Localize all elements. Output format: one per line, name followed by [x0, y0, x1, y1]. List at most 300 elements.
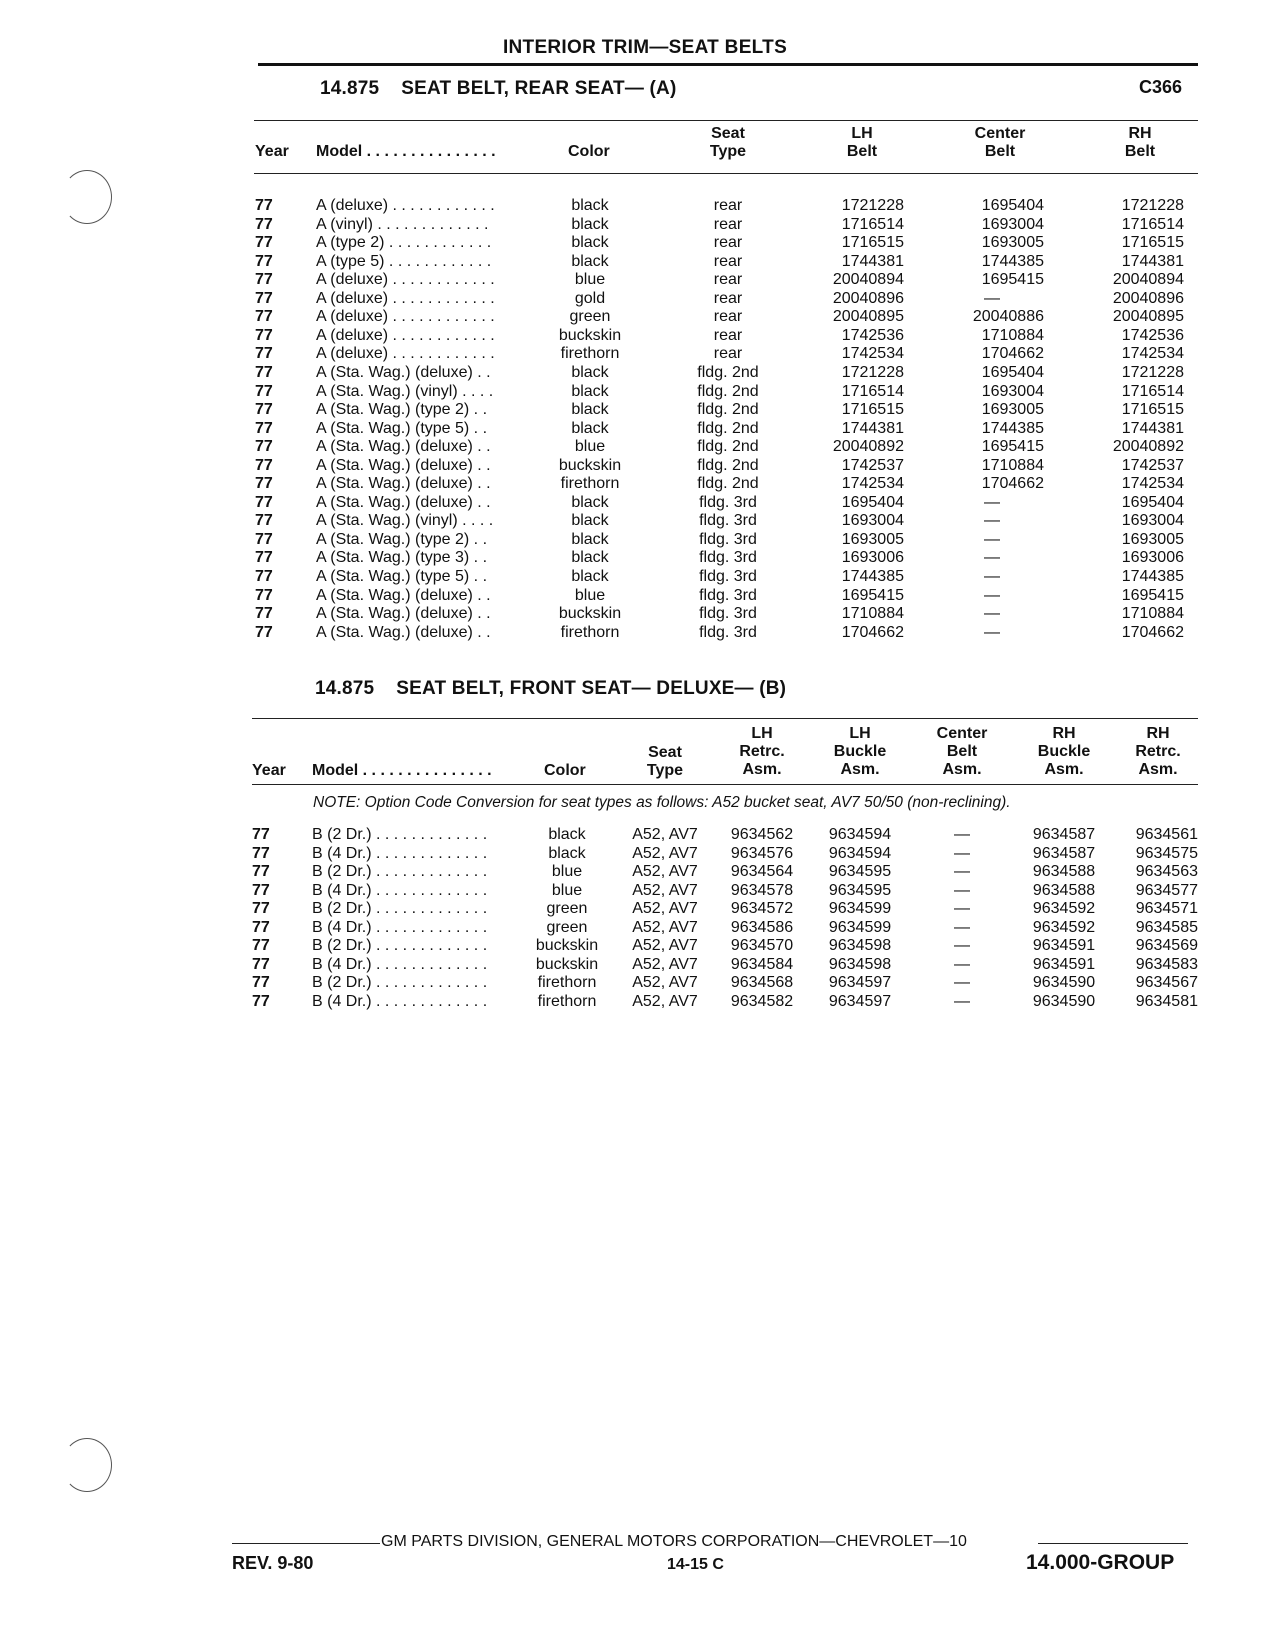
cell-color: blue	[574, 438, 606, 456]
header-b-rh-retrc	[1118, 725, 1198, 779]
cell-rh-retrc: 9634561	[1135, 826, 1198, 843]
table-row	[0, 197, 1280, 215]
cell-center-belt: 1693005	[981, 401, 1044, 419]
cell-center-belt: 1695415	[981, 438, 1044, 456]
cell-seat-type: fldg. 3rd	[699, 493, 757, 511]
cell-model: A (Sta. Wag.) (deluxe) . .	[316, 438, 491, 456]
cell-rh-buckle: 9634590	[1032, 974, 1096, 991]
cell-year: 77	[255, 623, 273, 641]
cell-color: blue	[551, 863, 583, 880]
cell-color: gold	[574, 289, 606, 307]
table-row	[0, 327, 1280, 345]
cell-model: A (deluxe) . . . . . . . . . . . .	[316, 197, 495, 214]
cell-color: black	[571, 419, 609, 437]
cell-rh-belt: 1744381	[1121, 419, 1184, 437]
cell-model: A (Sta. Wag.) (type 3) . .	[316, 549, 488, 567]
table-row	[0, 494, 1280, 512]
cell-year: 77	[255, 345, 273, 363]
section-a-heading	[320, 78, 676, 100]
cell-rh-belt: 1695415	[1121, 586, 1184, 604]
cell-model: B (2 Dr.) . . . . . . . . . . . . .	[312, 826, 488, 843]
cell-seat-type: fldg. 2nd	[697, 456, 759, 474]
header-b-lh-retrc-line3: Asm.	[742, 761, 782, 778]
table-row	[0, 512, 1280, 530]
cell-center-belt: —	[984, 289, 1000, 307]
header-b-color: Color	[544, 762, 586, 779]
cell-lh-buckle: 9634594	[828, 844, 892, 862]
table-row	[0, 956, 1280, 974]
cell-rh-buckle: 9634588	[1032, 881, 1096, 899]
cell-lh-buckle: 9634599	[828, 900, 892, 917]
cell-seat-type: fldg. 3rd	[699, 512, 757, 530]
cell-rh-belt: 1695404	[1121, 493, 1184, 511]
header-b-rh-retrc-line3: Asm.	[1138, 761, 1178, 778]
cell-color: black	[571, 493, 609, 511]
cell-rh-buckle: 9634587	[1032, 826, 1096, 843]
cell-center-belt: 1704662	[981, 475, 1044, 493]
table-row	[0, 993, 1280, 1011]
header-lh-line2: Belt	[846, 143, 878, 160]
cell-seat-type: rear	[713, 308, 743, 326]
header-seat-type-line2: Type	[709, 143, 747, 160]
header-b-center-line3: Asm.	[942, 761, 982, 778]
section-a-code: C366	[1138, 77, 1182, 97]
cell-lh-retrc: 9634564	[730, 863, 794, 880]
header-b-lh-buckle-line3: Asm.	[840, 761, 880, 778]
cell-model: B (2 Dr.) . . . . . . . . . . . . .	[312, 974, 488, 991]
cell-year: 77	[255, 401, 273, 419]
cell-model: A (deluxe) . . . . . . . . . . . .	[316, 345, 495, 363]
cell-seat-type: fldg. 2nd	[697, 419, 759, 437]
cell-year: 77	[252, 900, 270, 917]
cell-center-belt: —	[954, 937, 970, 954]
cell-year: 77	[252, 863, 270, 880]
cell-center-belt: 1695404	[981, 197, 1044, 214]
cell-seat-type: rear	[713, 271, 743, 289]
page-title: INTERIOR TRIM—SEAT BELTS	[502, 37, 788, 58]
cell-year: 77	[255, 419, 273, 437]
cell-center-belt: —	[954, 881, 970, 899]
header-b-rh-buckle	[1024, 725, 1104, 779]
cell-rh-belt: 1721228	[1121, 197, 1184, 214]
cell-lh-belt: 20040895	[832, 308, 904, 326]
section-b-header-top-rule	[252, 718, 1198, 719]
header-center-line2: Belt	[984, 143, 1016, 160]
cell-year: 77	[255, 308, 273, 326]
footer-rule-right	[1038, 1543, 1188, 1544]
table-row	[0, 568, 1280, 586]
cell-rh-belt: 20040894	[1112, 271, 1184, 289]
cell-center-belt: —	[954, 900, 970, 917]
cell-rh-belt: 1742534	[1121, 475, 1184, 493]
cell-lh-buckle: 9634599	[828, 918, 892, 936]
header-b-rh-buckle-line1: RH	[1052, 725, 1076, 742]
table-row	[0, 974, 1280, 992]
cell-lh-retrc: 9634576	[730, 844, 794, 862]
cell-lh-buckle: 9634598	[828, 955, 892, 973]
cell-color: blue	[574, 271, 606, 289]
cell-rh-belt: 20040892	[1112, 438, 1184, 456]
cell-rh-belt: 1742534	[1121, 345, 1184, 363]
cell-lh-retrc: 9634562	[730, 826, 794, 843]
cell-year: 77	[255, 568, 273, 585]
cell-color: black	[571, 549, 609, 567]
footer-rule-left	[232, 1543, 380, 1544]
cell-center-belt: 20040886	[972, 308, 1044, 326]
cell-rh-buckle: 9634591	[1032, 955, 1096, 973]
header-b-rh-buckle-line3: Asm.	[1044, 761, 1084, 778]
cell-year: 77	[252, 918, 270, 936]
cell-model: A (Sta. Wag.) (type 5) . .	[316, 419, 488, 437]
cell-center-belt: 1710884	[981, 326, 1044, 344]
table-row	[0, 605, 1280, 623]
cell-seat-type: fldg. 3rd	[699, 530, 757, 548]
cell-lh-belt: 1742537	[841, 456, 904, 474]
cell-seat-type: A52, AV7	[632, 881, 698, 899]
cell-center-belt: 1693005	[981, 234, 1044, 252]
cell-model: A (Sta. Wag.) (deluxe) . .	[316, 456, 491, 474]
cell-year: 77	[255, 512, 273, 530]
cell-seat-type: fldg. 3rd	[699, 605, 757, 623]
table-row	[0, 900, 1280, 918]
cell-lh-belt: 1721228	[841, 197, 904, 214]
header-b-center-line1: Center	[936, 725, 988, 742]
cell-rh-belt: 1716515	[1121, 234, 1184, 252]
cell-seat-type: fldg. 3rd	[699, 623, 757, 641]
header-center-line1: Center	[974, 125, 1026, 142]
cell-rh-retrc: 9634581	[1135, 992, 1198, 1010]
cell-lh-retrc: 9634584	[730, 955, 794, 973]
cell-model: B (4 Dr.) . . . . . . . . . . . . .	[312, 881, 488, 899]
header-b-rh-retrc-line2: Retrc.	[1135, 743, 1181, 760]
cell-lh-belt: 20040892	[832, 438, 904, 456]
cell-rh-retrc: 9634567	[1135, 974, 1198, 991]
cell-seat-type: A52, AV7	[632, 844, 698, 862]
cell-seat-type: A52, AV7	[632, 918, 698, 936]
cell-color: black	[548, 844, 586, 862]
cell-model: A (type 2) . . . . . . . . . . . .	[316, 234, 492, 252]
header-b-model: Model . . . . . . . . . . . . . . .	[312, 762, 492, 779]
cell-lh-belt: 1695404	[841, 493, 904, 511]
table-row	[0, 882, 1280, 900]
section-a-number: 14.875	[320, 78, 380, 99]
cell-model: A (deluxe) . . . . . . . . . . . .	[316, 289, 495, 307]
cell-year: 77	[255, 271, 273, 289]
header-b-rh-retrc-line1: RH	[1146, 725, 1170, 742]
cell-model: A (Sta. Wag.) (deluxe) . .	[316, 475, 491, 493]
cell-rh-belt: 20040896	[1112, 289, 1184, 307]
cell-color: firethorn	[537, 974, 597, 991]
section-a-header-top-rule	[254, 120, 1198, 121]
cell-center-belt: 1744385	[981, 419, 1044, 437]
cell-rh-belt: 1716514	[1121, 215, 1184, 233]
table-row	[0, 234, 1280, 252]
cell-lh-retrc: 9634568	[730, 974, 794, 991]
cell-lh-belt: 1695415	[841, 586, 904, 604]
cell-lh-buckle: 9634595	[828, 881, 892, 899]
table-row	[0, 457, 1280, 475]
cell-model: A (deluxe) . . . . . . . . . . . .	[316, 271, 495, 289]
table-row	[0, 845, 1280, 863]
cell-seat-type: A52, AV7	[632, 937, 698, 954]
header-b-lh-retrc-line1: LH	[751, 725, 773, 742]
cell-rh-belt: 1693004	[1121, 512, 1184, 530]
cell-seat-type: A52, AV7	[632, 992, 698, 1010]
cell-model: B (2 Dr.) . . . . . . . . . . . . .	[312, 900, 488, 917]
table-row	[0, 937, 1280, 955]
cell-seat-type: A52, AV7	[632, 974, 698, 991]
cell-center-belt: —	[954, 974, 970, 991]
cell-model: A (Sta. Wag.) (type 2) . .	[316, 401, 488, 419]
cell-seat-type: rear	[713, 326, 743, 344]
cell-seat-type: fldg. 2nd	[697, 475, 759, 493]
cell-lh-belt: 1744381	[841, 252, 904, 270]
cell-center-belt: 1695415	[981, 271, 1044, 289]
cell-color: black	[571, 382, 609, 400]
cell-year: 77	[252, 992, 270, 1010]
cell-center-belt: —	[954, 863, 970, 880]
table-row	[0, 549, 1280, 567]
cell-model: A (Sta. Wag.) (deluxe) . .	[316, 363, 491, 381]
cell-model: B (2 Dr.) . . . . . . . . . . . . .	[312, 937, 488, 954]
table-row	[0, 863, 1280, 881]
cell-rh-belt: 1742536	[1121, 326, 1184, 344]
cell-center-belt: 1704662	[981, 345, 1044, 363]
footer-revision: REV. 9-80	[232, 1553, 314, 1573]
cell-center-belt: 1695404	[981, 363, 1044, 381]
cell-color: blue	[551, 881, 583, 899]
cell-color: buckskin	[535, 937, 599, 954]
cell-model: A (Sta. Wag.) (type 5) . .	[316, 568, 488, 585]
cell-center-belt: 1710884	[981, 456, 1044, 474]
cell-center-belt: 1744385	[981, 252, 1044, 270]
cell-center-belt: —	[984, 493, 1000, 511]
cell-rh-belt: 1693005	[1121, 530, 1184, 548]
table-row	[0, 420, 1280, 438]
cell-seat-type: A52, AV7	[632, 955, 698, 973]
cell-center-belt: —	[954, 955, 970, 973]
cell-year: 77	[255, 326, 273, 344]
cell-center-belt: —	[954, 992, 970, 1010]
header-b-lh-buckle	[820, 725, 900, 779]
section-b-header-bottom-rule	[252, 784, 1198, 785]
cell-model: A (type 5) . . . . . . . . . . . .	[316, 252, 492, 270]
header-seat-type-line1: Seat	[711, 125, 745, 142]
cell-year: 77	[252, 955, 270, 973]
cell-rh-buckle: 9634587	[1032, 844, 1096, 862]
cell-year: 77	[255, 605, 273, 623]
cell-lh-retrc: 9634572	[730, 900, 794, 917]
header-rh-belt	[1100, 125, 1180, 161]
cell-center-belt: —	[984, 605, 1000, 623]
header-b-year: Year	[252, 762, 286, 779]
cell-rh-belt: 1704662	[1121, 623, 1184, 641]
cell-model: B (4 Dr.) . . . . . . . . . . . . .	[312, 918, 488, 936]
cell-lh-belt: 1742536	[841, 326, 904, 344]
cell-lh-retrc: 9634582	[730, 992, 794, 1010]
cell-seat-type: A52, AV7	[632, 900, 698, 917]
cell-rh-retrc: 9634577	[1135, 881, 1198, 899]
table-row	[0, 383, 1280, 401]
cell-model: A (deluxe) . . . . . . . . . . . .	[316, 308, 495, 326]
table-row	[0, 587, 1280, 605]
cell-model: B (4 Dr.) . . . . . . . . . . . . .	[312, 955, 488, 973]
section-b-title: SEAT BELT, FRONT SEAT— DELUXE— (B)	[396, 678, 787, 699]
header-year: Year	[255, 143, 289, 160]
cell-rh-buckle: 9634590	[1032, 992, 1096, 1010]
cell-rh-belt: 1693006	[1121, 549, 1184, 567]
cell-lh-belt: 1693005	[841, 530, 904, 548]
table-row	[0, 624, 1280, 642]
footer-page-number: 14-15 C	[667, 1556, 724, 1573]
cell-rh-retrc: 9634575	[1135, 844, 1198, 862]
cell-year: 77	[252, 881, 270, 899]
cell-model: A (deluxe) . . . . . . . . . . . .	[316, 326, 495, 344]
cell-center-belt: 1693004	[981, 215, 1044, 233]
table-row	[0, 531, 1280, 549]
header-color: Color	[568, 143, 610, 160]
cell-rh-buckle: 9634592	[1032, 918, 1096, 936]
table-row	[0, 364, 1280, 382]
cell-year: 77	[255, 363, 273, 381]
cell-seat-type: A52, AV7	[632, 863, 698, 880]
cell-seat-type: fldg. 2nd	[697, 438, 759, 456]
cell-seat-type: fldg. 3rd	[699, 568, 757, 585]
header-rh-line1: RH	[1128, 125, 1152, 142]
table-row	[0, 345, 1280, 363]
cell-year: 77	[255, 215, 273, 233]
cell-center-belt: —	[954, 918, 970, 936]
table-row	[0, 216, 1280, 234]
cell-color: buckskin	[558, 326, 622, 344]
section-b-heading	[315, 678, 786, 700]
header-b-lh-retrc	[722, 725, 802, 779]
header-rh-line2: Belt	[1124, 143, 1156, 160]
cell-year: 77	[255, 234, 273, 252]
cell-center-belt: 1693004	[981, 382, 1044, 400]
header-b-seat-type-line1: Seat	[648, 744, 682, 761]
cell-year: 77	[255, 197, 273, 214]
section-a-title: SEAT BELT, REAR SEAT— (A)	[401, 78, 677, 99]
cell-color: black	[571, 568, 609, 585]
cell-lh-belt: 20040896	[832, 289, 904, 307]
cell-seat-type: fldg. 2nd	[697, 363, 759, 381]
cell-color: green	[569, 308, 611, 326]
cell-color: black	[571, 363, 609, 381]
cell-color: buckskin	[558, 605, 622, 623]
cell-lh-belt: 1742534	[841, 475, 904, 493]
cell-lh-retrc: 9634570	[730, 937, 794, 954]
section-b-number: 14.875	[315, 678, 375, 699]
cell-year: 77	[252, 937, 270, 954]
cell-lh-belt: 1716514	[841, 382, 904, 400]
cell-rh-buckle: 9634588	[1032, 863, 1096, 880]
cell-seat-type: fldg. 3rd	[699, 586, 757, 604]
header-center-belt	[960, 125, 1040, 161]
table-row	[0, 438, 1280, 456]
footer-group: 14.000-GROUP	[1026, 1551, 1175, 1574]
cell-center-belt: —	[954, 844, 970, 862]
cell-rh-belt: 1742537	[1121, 456, 1184, 474]
cell-model: A (Sta. Wag.) (deluxe) . .	[316, 623, 491, 641]
cell-rh-belt: 1744381	[1121, 252, 1184, 270]
cell-color: black	[571, 215, 609, 233]
cell-color: firethorn	[560, 475, 620, 493]
cell-model: A (Sta. Wag.) (deluxe) . .	[316, 605, 491, 623]
cell-lh-belt: 1710884	[841, 605, 904, 623]
cell-seat-type: rear	[713, 215, 743, 233]
cell-center-belt: —	[984, 530, 1000, 548]
cell-center-belt: —	[984, 623, 1000, 641]
cell-lh-buckle: 9634594	[828, 826, 892, 843]
cell-year: 77	[255, 456, 273, 474]
cell-lh-belt: 20040894	[832, 271, 904, 289]
cell-seat-type: rear	[713, 345, 743, 363]
cell-model: B (2 Dr.) . . . . . . . . . . . . .	[312, 863, 488, 880]
cell-rh-belt: 1710884	[1121, 605, 1184, 623]
cell-year: 77	[255, 252, 273, 270]
cell-rh-belt: 1716515	[1121, 401, 1184, 419]
cell-model: A (Sta. Wag.) (deluxe) . .	[316, 493, 491, 511]
table-row	[0, 290, 1280, 308]
header-model: Model . . . . . . . . . . . . . . .	[316, 143, 496, 160]
cell-rh-retrc: 9634585	[1135, 918, 1198, 936]
header-b-lh-buckle-line1: LH	[849, 725, 871, 742]
cell-year: 77	[255, 586, 273, 604]
cell-rh-retrc: 9634583	[1135, 955, 1198, 973]
cell-center-belt: —	[984, 549, 1000, 567]
cell-seat-type: fldg. 2nd	[697, 382, 759, 400]
cell-rh-buckle: 9634591	[1032, 937, 1096, 954]
cell-year: 77	[255, 493, 273, 511]
cell-seat-type: rear	[713, 234, 743, 252]
cell-lh-retrc: 9634586	[730, 918, 794, 936]
cell-color: firethorn	[560, 623, 620, 641]
footer-center-text: GM PARTS DIVISION, GENERAL MOTORS CORPORATION—CHEVROLET—10	[381, 1533, 967, 1550]
header-seat-type	[688, 125, 768, 161]
table-row	[0, 826, 1280, 844]
cell-color: black	[571, 530, 609, 548]
cell-year: 77	[255, 289, 273, 307]
cell-rh-belt: 20040895	[1112, 308, 1184, 326]
cell-lh-buckle: 9634597	[828, 992, 892, 1010]
section-a-header-bottom-rule	[254, 173, 1198, 174]
cell-lh-belt: 1721228	[841, 363, 904, 381]
cell-model: B (4 Dr.) . . . . . . . . . . . . .	[312, 992, 488, 1010]
cell-center-belt: —	[954, 826, 970, 843]
cell-year: 77	[252, 974, 270, 991]
header-b-center-belt	[922, 725, 1002, 779]
cell-model: A (Sta. Wag.) (deluxe) . .	[316, 586, 491, 604]
table-row	[0, 253, 1280, 271]
header-b-lh-retrc-line2: Retrc.	[739, 743, 785, 760]
cell-center-belt: —	[984, 512, 1000, 530]
cell-rh-belt: 1744385	[1121, 568, 1184, 585]
cell-color: black	[571, 401, 609, 419]
cell-year: 77	[255, 475, 273, 493]
cell-year: 77	[255, 382, 273, 400]
header-b-lh-buckle-line2: Buckle	[833, 743, 887, 760]
cell-seat-type: fldg. 2nd	[697, 401, 759, 419]
cell-lh-buckle: 9634598	[828, 937, 892, 954]
cell-seat-type: fldg. 3rd	[699, 549, 757, 567]
cell-lh-belt: 1716515	[841, 234, 904, 252]
cell-seat-type: rear	[713, 197, 743, 214]
cell-model: A (Sta. Wag.) (type 2) . .	[316, 530, 488, 548]
header-lh-belt	[822, 125, 902, 161]
header-b-seat-type	[625, 744, 705, 780]
cell-year: 77	[252, 826, 270, 843]
